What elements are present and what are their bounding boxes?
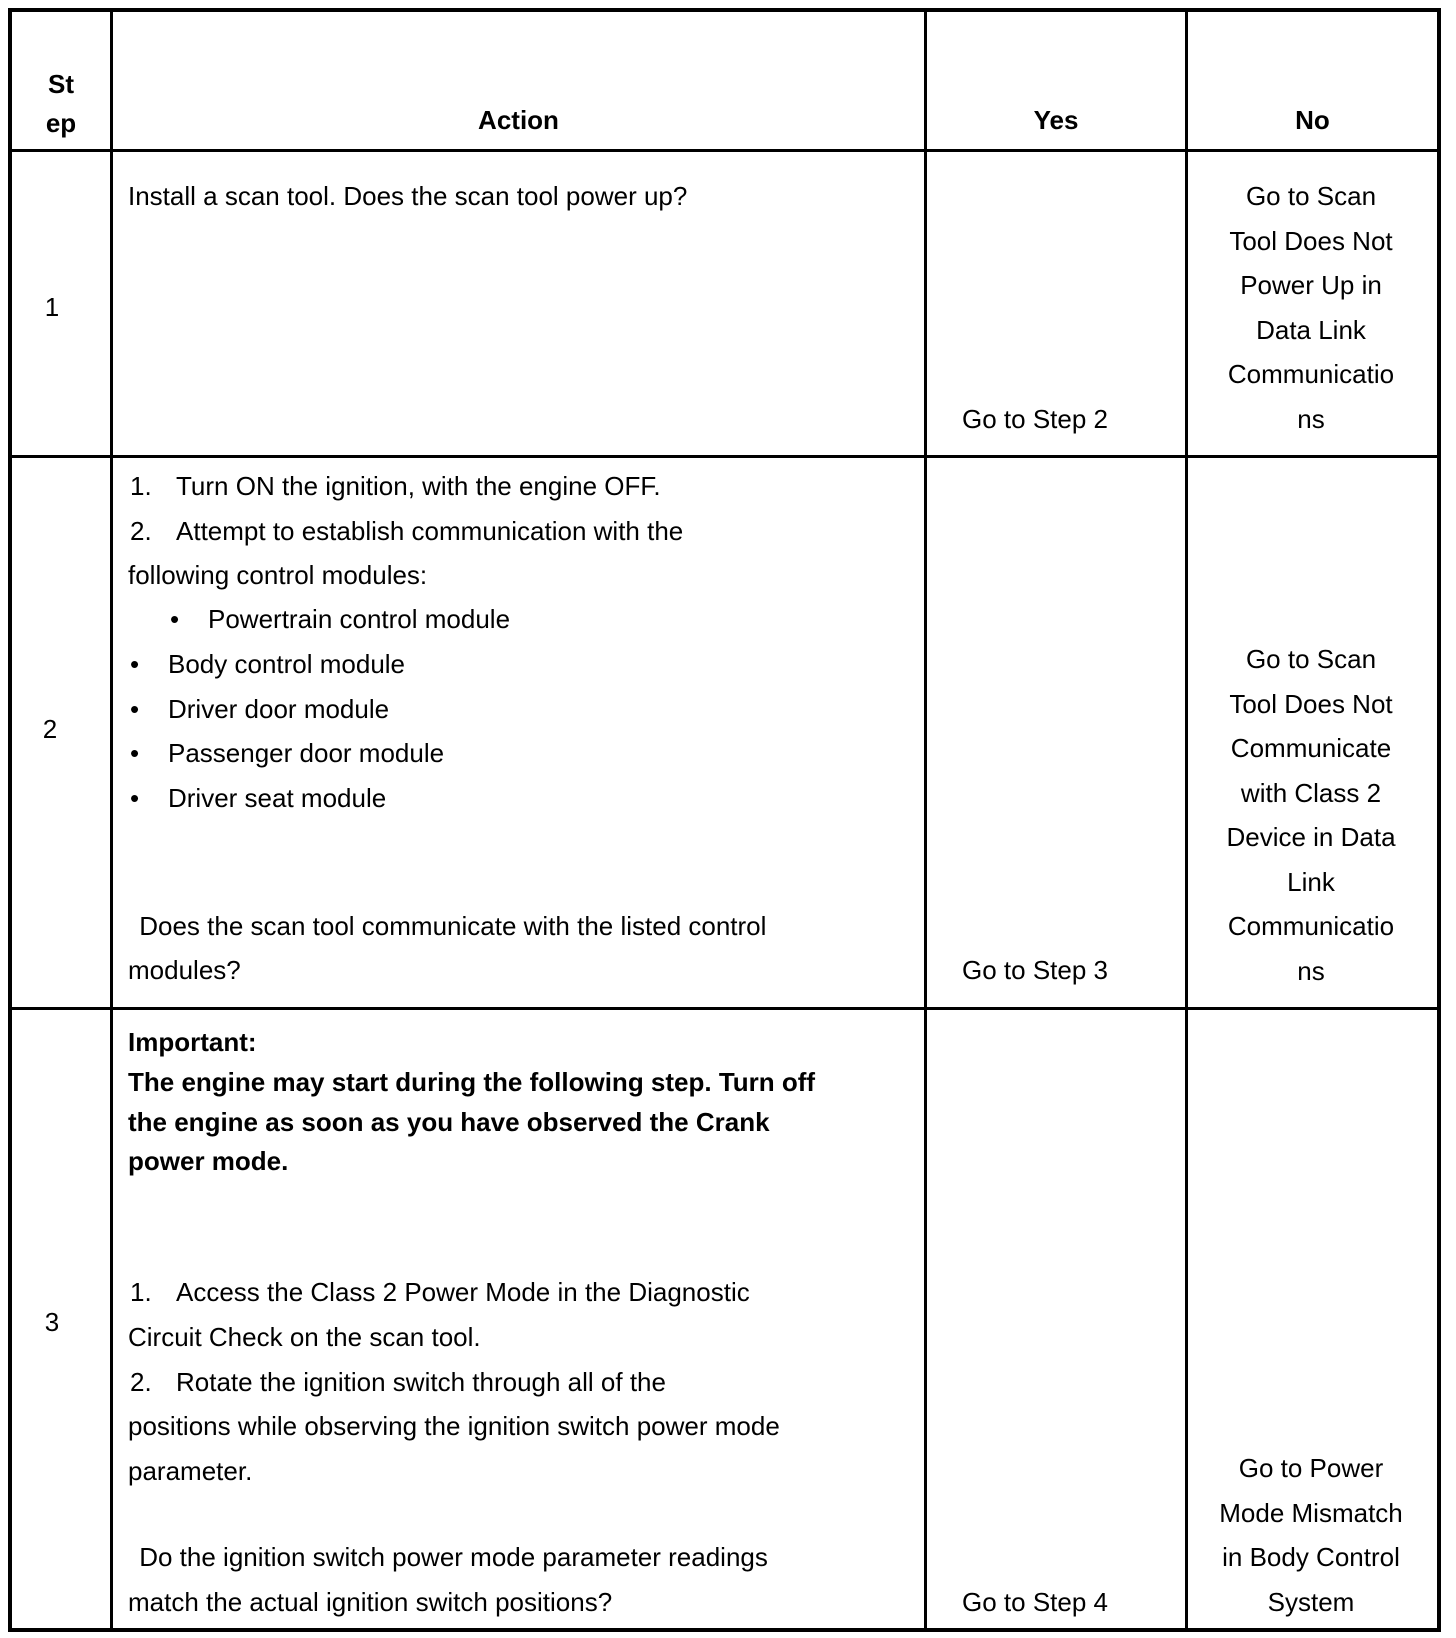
bullet-icon: • [130,694,140,724]
row-divider [8,1007,1441,1010]
no-line: Mode Mismatch [1219,1497,1403,1528]
step-item-text: Turn ON the ignition, with the engine OFF. [176,471,661,501]
no-line: Tool Does Not [1229,688,1393,719]
bullet-icon: • [170,604,180,634]
step-number: 3 [44,1307,60,1337]
step-item-num: 2. [130,516,152,546]
no-line: Go to Scan [1245,181,1377,211]
no-line: in Body Control [1222,1542,1400,1572]
no-line: Communicatio [1227,911,1395,941]
question-line: Do the ignition switch power mode parameter readings [132,1542,768,1572]
important-text [128,1063,815,1182]
header-no: No [1295,105,1330,135]
action-text: Install a scan tool. Does the scan tool power up? [128,181,688,211]
no-line: Communicatio [1227,359,1395,389]
header-step-line: ep [45,108,77,138]
bullet-text: Driver door module [168,694,390,724]
header-yes: Yes [1033,105,1079,135]
yes-text: Go to Step 2 [962,404,1108,434]
no-text [1188,637,1434,993]
header-step [12,65,110,143]
no-line: Power Up in [1240,270,1382,300]
no-line: Tool Does Not [1229,225,1393,256]
no-line: with Class 2 [1240,777,1382,808]
column-divider [924,8,927,1632]
step-number: 1 [44,292,60,322]
table-border-right [1437,8,1441,1632]
no-text [1188,1446,1434,1624]
no-text [1188,174,1434,441]
question-line: modules? [128,955,241,985]
important-line: power mode. [128,1146,289,1176]
important-line: The engine may start during the following step. Turn off [128,1067,816,1097]
no-line: System [1267,1586,1355,1617]
row-divider [8,455,1441,458]
yes-text: Go to Step 4 [962,1587,1108,1617]
step-item-text: Attempt to establish communication with the [176,516,684,546]
step-item-cont: positions while observing the ignition switch power mode [128,1411,780,1441]
row-divider [8,149,1441,152]
no-line: Go to Scan [1245,644,1377,674]
step-item-num: 1. [130,471,152,501]
no-line: ns [1297,955,1325,986]
no-line: Link [1287,866,1335,897]
bullet-icon: • [130,783,140,813]
no-line: ns [1297,403,1325,434]
bullet-text: Driver seat module [168,783,387,813]
no-line: Go to Power [1238,1453,1384,1483]
step-item-text: Access the Class 2 Power Mode in the Diagnostic [176,1277,750,1307]
step-item-num: 2. [130,1367,152,1397]
bullet-icon: • [130,649,140,679]
bullet-icon: • [130,738,140,768]
no-line: Data Link [1256,314,1366,345]
table-border-top [8,8,1441,12]
step-item-cont: following control modules: [128,560,428,590]
step-item-cont: Circuit Check on the scan tool. [128,1322,481,1352]
bullet-text: Passenger door module [168,738,445,768]
important-label: Important: [128,1027,257,1057]
question-line: Does the scan tool communicate with the listed control [132,911,767,941]
question-line: match the actual ignition switch positions? [128,1587,613,1617]
bullet-text: Powertrain control module [208,604,511,634]
table-border-bottom [8,1628,1441,1632]
step-item-cont: parameter. [128,1456,253,1486]
table-border-left [8,8,12,1632]
step-number: 2 [42,714,58,744]
step-item-num: 1. [130,1277,152,1307]
header-action: Action [478,105,559,135]
column-divider [110,8,113,1632]
important-line: the engine as soon as you have observed the Crank [128,1106,770,1137]
header-step-line: St [48,69,74,99]
bullet-text: Body control module [168,649,406,679]
no-line: Device in Data [1226,822,1396,852]
step-item-text: Rotate the ignition switch through all of the [176,1367,666,1397]
no-line: Communicate [1230,733,1392,763]
yes-text: Go to Step 3 [962,955,1108,985]
